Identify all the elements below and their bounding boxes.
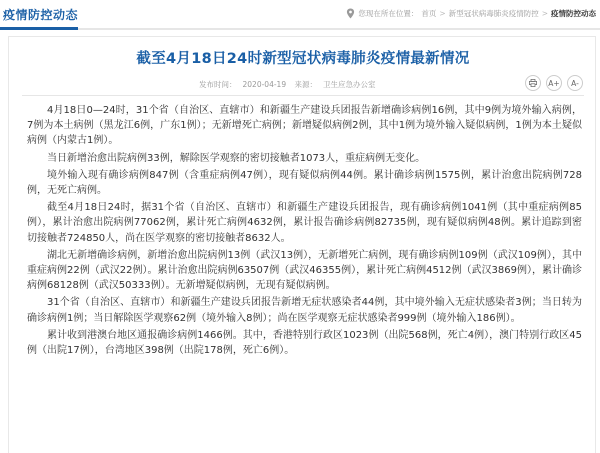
section-title-underline: [0, 27, 78, 30]
top-bar: [0, 0, 600, 30]
breadcrumb-home-link[interactable]: 首页: [421, 9, 437, 18]
print-icon: [529, 79, 537, 87]
article-paragraph: 4月18日0—24时，31个省（自治区、直辖市）和新疆生产建设兵团报告新增确诊病例16例，其中9例为境外输入病例，7例为本土病例（黑龙江6例，广东1例）；无新增死亡病例；新增疑似病例2例，其中1例为境外输入疑似病例，1例为本土疑似病例（内蒙古1例）。: [27, 105, 582, 147]
font-larger-button[interactable]: A+: [546, 75, 562, 91]
publish-date: 2020-04-19: [242, 80, 287, 89]
breadcrumb-prefix: 您现在所在位置：: [358, 9, 419, 18]
breadcrumb: [346, 8, 596, 19]
header-divider: [22, 95, 584, 96]
breadcrumb-separator: >: [439, 9, 446, 18]
breadcrumb-current-link[interactable]: 疫情防控动态: [551, 9, 596, 18]
article-card: [8, 36, 596, 453]
article-body: [27, 103, 582, 360]
article-paragraph: 累计收到港澳台地区通报确诊病例1466例。其中，香港特别行政区1023例（出院568例，死亡4例），澳门特别行政区45例（出院17例），台湾地区398例（出院178例，死亡6例）。: [27, 329, 582, 357]
publish-label: 发布时间：: [199, 80, 237, 89]
article-paragraph: 当日新增治愈出院病例33例，解除医学观察的密切接触者1073人，重症病例无变化。: [47, 152, 426, 164]
article-paragraph: 截至4月18日24时，据31个省（自治区、直辖市）和新疆生产建设兵团报告，现有确诊病例1041例（其中重症病例85例），累计治愈出院病例77062例，累计死亡病例4632例，累计报告确诊病例82735例，现有疑似病例48例。累计追踪到密切接触者724850人，尚在医学观察的密切接触者8632人。: [27, 202, 582, 244]
article-meta: [199, 79, 381, 90]
article-paragraph: 湖北无新增确诊病例，新增治愈出院病例13例（武汉13例），无新增死亡病例，现有确诊病例109例（武汉109例），其中重症病例22例（武汉22例）。累计治愈出院病例63507例（武汉46355例），累计死亡病例4512例（武汉3869例），累计确诊病例68128例（武汉50333例）。无新增疑似病例，无现有疑似病例。: [27, 249, 582, 292]
article-paragraph: 境外输入现有确诊病例847例（含重症病例47例），现有疑似病例44例。累计确诊病例1575例，累计治愈出院病例728例，无死亡病例。: [27, 169, 582, 197]
source-label: 来源：: [294, 80, 317, 89]
print-button[interactable]: [525, 75, 541, 91]
source-name: 卫生应急办公室: [322, 80, 376, 89]
breadcrumb-middle-link[interactable]: 新型冠状病毒肺炎疫情防控: [448, 9, 539, 18]
section-title: 疫情防控动态: [3, 8, 79, 22]
breadcrumb-separator: >: [541, 9, 548, 18]
article-tools: [525, 75, 583, 91]
font-smaller-button[interactable]: A-: [567, 75, 583, 91]
article-paragraph: 31个省（自治区、直辖市）和新疆生产建设兵团报告新增无症状感染者44例，其中境外输入无症状感染者3例；当日转为确诊病例1例；当日解除医学观察62例（境外输入8例）；尚在医学观察无症状感染者999例（境外输入186例）。: [27, 297, 582, 324]
location-pin-icon: [346, 8, 355, 19]
article-title: 截至4月18日24时新型冠状病毒肺炎疫情最新情况: [136, 51, 470, 67]
